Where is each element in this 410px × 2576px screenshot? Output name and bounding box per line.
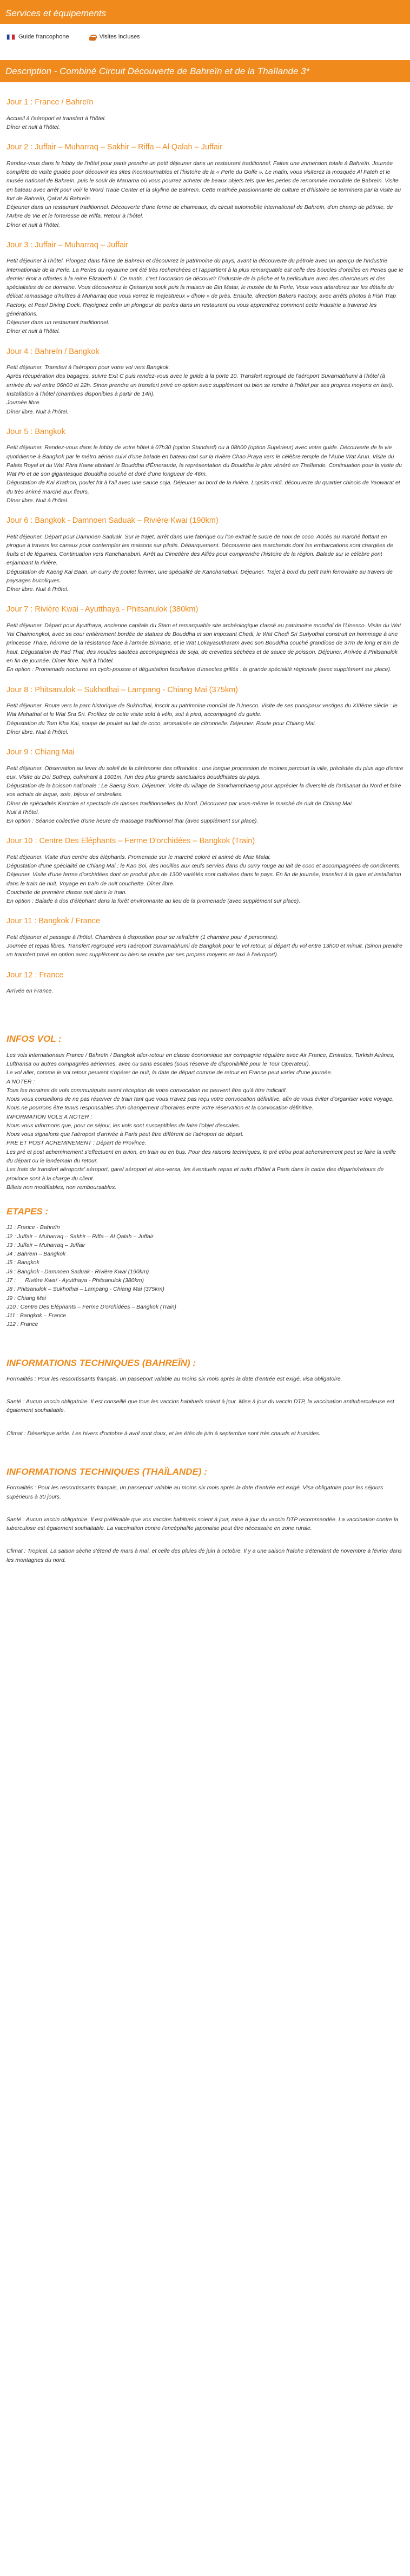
day-block [6,239,404,336]
service-guide [6,32,69,42]
services-header [0,0,410,24]
day-text: Petit déjeuner. Observation au lever du soleil de la cérémonie des offrandes : une longue procession de moines parcourt la ville, précédée du plus ago d'entre eux. Visite du Doi Suthep, culminant à 1601m, l'un des plus grands sanctuaires bouddhistes du pays. Dégustation de la boisson nationale : Le Saeng Som. Déjeuner. Visite du village de Sankhamphaeng pour apprécier la diversité de l'artisanat du Nord et faire vos achats de laque, soie, bijoux et ombrelles. Dîner de spécialités Kantoke et spectacle de danses traditionnelles du Nord. Découvrez par vous-même le marché de nuit de Chiang Mai. Nuit à l'hôtel. En option : Séance collective d'une heure de massage traditionnel thaï (avec supplément sur place). [6,765,404,825]
day-title: Jour 4 : Bahreïn / Bangkok [6,347,100,356]
tech-thai-title: INFORMATIONS TECHNIQUES (THAÏLANDE) : [6,1466,207,1477]
day-list [6,96,404,995]
day-title: Jour 12 : France [6,970,64,980]
day-text: Petit déjeuner. Visite d'un centre des éléphants. Promenade sur le marché coloré et animé de Mae Malai. Dégustation d'une spécialité de Chiang Mai : le Kao Soi, des nouilles aux œufs servies dans du curry rouge au lait de coco et accompagnées de condiments. Déjeuner. Visite d'une ferme d'orchidées dont on produit plus de 1300 variétés sont cultivées dans le pays. En fin de journée, transfert à la gare et installation dans le train de nuit. Voyage en train de nuit couchette. Dîner libre. Couchette de première classe nuit dans le train. En option : Balade à dos d'éléphant dans la forêt environnante au lieu de la promenade (avec supplément sur place). [6,853,401,905]
day-title: Jour 3 : Juffair – Muharraq – Juffair [6,240,129,249]
etape-item: J5 : Bangkok [6,1259,39,1266]
etape-item: J4 : Bahreïn – Bangkok [6,1251,66,1258]
description-title: Description - Combiné Circuit Découverte de Bahreïn et de la Thaïlande 3* [5,66,310,77]
description-header [0,60,410,82]
day-title: Jour 10 : Centre Des Eléphants – Ferme D'orchidées – Bangkok (Train) [6,837,255,846]
day-title: Jour 7 : Rivière Kwai - Ayutthaya - Phitsanulok (380km) [6,605,199,614]
day-text: Petit déjeuner à l'hôtel. Plongez dans l'âme de Bahreïn et découvrez le patrimoine du pays, avant la découverte du pétrole avec un aperçu de l'industrie internationale de la Perle. La Perles du royaume ont été très recherchées et l'appartient à la plus remarquable est celle des boucles d'oreilles en Perles que le dernier émir a offertes à la reine Elizabeth II. Ce matin, c'est l'occasion de découvrir l'industrie de la pêche et la perliculture avec des chercheurs et des spécialistes de ce domaine. Vous découvrirez le Qaisariya souk puis la maison de Bin Matar, le musée de la Perle. Vous vous attarderez sur les détails du délicat ramassage d'huîtres à Muharraq que vous verrez le majestueux « dhow » de près. Ensuite, direction Bakers Factory, avec arrêts photos à Fish Trap Factory, et Pearl Diving Dock. Rejoignez enfin un plongeur de perles dans un restaurant ou vous apprendrez comment cette industrie a traversé les générations. Déjeuner dans un restaurant traditionnel. Dîner et nuit à l'hôtel. [6,258,404,335]
flag-icon [6,34,15,40]
day-title: Jour 11 : Bangkok / France [6,917,101,926]
day-block [6,684,404,737]
tech-bahrein-formalites: Formalités : Pour les ressortissants français, un passeport valable au moins six mois après la date d'entrée est exigé, visa obligatoire. [6,1375,342,1382]
etape-item: J12 : France [6,1321,38,1328]
day-block [6,426,404,505]
infos-paragraph: Les vols internationaux France / Bahreïn / Bangkok aller-retour en classe économique sur compagnie régulière avec Air France, Emirates, Turkish Airlines, Lufthansa ou autres compagnies aériennes, avec ou sans escales (sous réserve de disponibilité pour le Tour Operateur). Le vol aller, comme le vol retour peuvent s'opérer de nuit, la date de départ comme de retour en France peut varier d'une journée. A NOTER : Tous les horaires de vols communiqués avant réception de votre convocation ne peuvent être qu'à titre indicatif. Nous vous conseillons de ne pas réserver de train tant que vous n'avez pas reçu votre convocation définitive, afin de vous éviter d'organiser votre voyage. Nous ne pourrons être tenus responsables d'un changement d'horaires entre votre réservation et la convocation définitive. INFORMATION VOLS A NOTER : Nous vous informons que, pour ce séjour, les vols sont susceptibles de faire l'objet d'escales. Nous vous signalons que l'aéroport d'arrivée à Paris peut être différent de l'aéroport de départ. PRE ET POST ACHEMINEMENT : Départ de Province. Les pré et post acheminement s'effectuent en avion, en train ou en bus. Pour des raisons techniques, le pré et/ou post acheminement peut se faire la veille du départ ou le lendemain du retour. Les frais de transfert aéroports' aéroport, gare/ aéroport et vice-versa, les éventuels repas et nuits d'hôtel à Paris dans le cadre des départs/retours de province sont à la charge du client. Billets non modifiables, non remboursables. [6,1052,396,1191]
etape-item: J11 : Bangkok – France [6,1312,67,1319]
day-block [6,141,404,229]
service-visits [89,32,140,42]
etape-item: J10 : Centre Des Éléphants – Ferme D'orchidées – Bangkok (Train) [6,1303,177,1310]
itinerary [0,96,410,1565]
day-text: Rendez-vous dans le lobby de l'hôtel pour partir prendre un petit déjeuner dans un restaurant traditionnel. Faites une immersion totale à Bahreïn. Journée complète de visite guidée pour découvrir les sites incontournables et l'histoire de la « Perle du Golfe ». Le matin, vous visiterez la mosquée Al Fateh et le musée national de Bahreïn, puis le souk de Manama où vous pourrez acheter de beaux objets tels que les perles de renommée mondiale de Bahreïn. Visite en bateau avec arrêt pour voir le Word Trade Center et la skyline de Bahreïn. Cette matinée passionnante de culture et d'histoire se terminera par la visite au fort de Bahreïn, Qal'at Al Bahreïn. Déjeuner dans un restaurant traditionnel. Découverte d'une ferme de chameaux, du circuit automobile international de Bahreïn, d'un champ de pétrole, de l'Arbre de Vie et le forteresse de Riffa. Retour à l'hôtel. Dîner et nuit à l'hôtel. [6,160,401,228]
etape-item: J2 : Juffair – Muharraq – Sakhir – Riffa – Al Qalah – Juffair [6,1233,154,1240]
etape-item: J9 : Chiang Mai [6,1294,46,1302]
etape-item: J3 : Juffair – Muharraq – Juffair [6,1241,85,1248]
day-block [6,96,404,132]
tech-thai-sante: Santé : Aucun vaccin obligatoire. Il est préférable que vos vaccins habituels soient à jour, mise à jour du vaccin DTP recommandée. La vaccination contre la tuberculose est également souhaitable. La vaccination contre l'encéphalite japonaise peut être nécessaire en zone rurale. [6,1516,399,1532]
day-text: Petit déjeuner. Route vers la parc historique de Sukhothai, inscrit au patrimoine mondial de l'Unesco. Visite de ses principaux vestiges du XIIIème siècle : le Wat Mahathat et le Wat Sra Sri. Profitez de cette visite sold à vélo, soit à pied, accompagné du guide. Dégustation du Tom Kha Kai, soupe de poulet au lait de coco, aromatisée de citronnelle. Déjeuner. Route pour Chiang Mai. Dîner libre. Nuit à l'hôtel. [6,702,398,735]
tech-thai-climat: Climat : Tropical. La saison sèche s'étend de mars à mai, et celle des pluies de juin à octobre. Il y a une saison fraîche s'étendant de novembre à février dans les montagnes du nord. [6,1548,402,1563]
day-title: Jour 8 : Phitsanulok – Sukhothai – Lampang - Chiang Mai (375km) [6,685,238,694]
tech-bahrein-climat: Climat : Désertique aride. Les hivers d'octobre à avril sont doux, et les étés de juin à septembre sont très chauds et humides. [6,1430,321,1437]
day-block [6,515,404,594]
day-title: Jour 1 : France / Bahreïn [6,98,94,107]
services-list [0,24,410,55]
day-block [6,746,404,825]
etape-item: J7 : Rivière Kwaï - Ayutthaya - Phitsanulok (380km) [6,1277,144,1284]
etapes-list [6,1223,404,1329]
etape-item: J6 : Bangkok - Damnoen Saduak - Rivière Kwai (190km) [6,1268,149,1275]
day-text: Petit déjeuner. Départ pour Ayutthaya, ancienne capitale du Siam et remarquable site archéologique classé au patrimoine mondial de l'Unesco. Visite du Wat Yai Chaimongkol, avec sa cour entièrement bordée de statues de Bouddha et son imposant Chedi, le Wat Chedi Sri Suriyothai construit en hommage à une princesse Thaïe, héroïne de la résistance face à l'armée Birmane, et le Wat Lokayasutharam avec son Bouddha couché grandiose de 37m de long et 8m de haut. Dégustation de Pad Thaï, des nouilles sautées accompagnées de soja, de crevettes séchées et de sauce de poisson. Déjeuner. Arrivée à Phitsanulok en fin de journée. Dîner libre. Nuit à l'hôtel. En option : Promenade nocturne en cyclo-pousse et dégustation facultative d'insectes grillés : la grande spécialité régionale (avec supplément sur place). [6,622,401,673]
tech-bahrein-sante: Santé : Aucun vaccin obligatoire. Il est conseillé que tous les vaccins habituels soient à jour. Mise à jour du vaccin DTP, la vaccination antituberculeuse est également souhaitable. [6,1398,394,1414]
day-title: Jour 9 : Chiang Mai [6,748,75,757]
day-text: Petit déjeuner et passage à l'hôtel. Chambres à disposition pour se rafraîchir (1 chambre pour 4 personnes). Journée et repas libres. Transfert regroupé vers l'aéroport Suvarnabhumi de Bangkok pour le vol retour, si départ du vol entre 13h00 et minuit. (Sinon prendre un transfert privé en option avec supplément ou bien se rendre par ses propres moyens en taxi à l'aéroport). [6,934,402,958]
day-text: Arrivée en France. [6,988,54,995]
service-visits-label: Visites incluses [99,34,140,40]
services-title: Services et équipements [5,8,107,18]
etape-item: J1 : France - Bahreïn [6,1224,60,1231]
day-title: Jour 5 : Bangkok [6,427,65,436]
day-block [6,915,404,959]
day-block [6,835,404,905]
service-guide-label: Guide francophone [18,34,69,40]
day-block [6,969,404,996]
tech-bahrein-title: INFORMATIONS TECHNIQUES (BAHREÏN) : [6,1357,196,1368]
tech-thai-formalites: Formalités : Pour les ressortissants français, un passeport valable au moins six mois après la date d'entrée est exigé. Visa obligatoire pour les séjours supérieurs à 30 jours. [6,1484,383,1500]
day-block [6,603,404,674]
infos-title: INFOS VOL : [6,1034,62,1044]
day-text: Accueil à l'aéroport et transfert à l'hôtel. Dîner et nuit à l'hôtel. [6,115,106,131]
day-text: Petit déjeuner. Transfert à l'aéroport pour votre vol vers Bangkok. Après récupération des bagages, suivre Exit C puis rendez-vous avec le guide à la porte 10. Transfert regroupé de l'aéroport Suvarnabhumi à l'hôtel (à arrivée du vol entre 06h00 et 22h. Sinon prendre un transfert privé en option avec supplément ou bien se rendre à l'hôtel par ses propres moyens en taxi). Installation à l'hôtel (chambres disponibles à partir de 14h). Journée libre. Dîner libre. Nuit à l'hôtel. [6,364,394,415]
tech-bahrein-block [6,1375,404,1438]
day-title: Jour 2 : Juffair – Muharraq – Sakhir – Riffa – Al Qalah – Juffair [6,143,222,152]
day-text: Petit déjeuner. Rendez-vous dans le lobby de votre hôtel à 07h30 (option Standard) ou à 08h00 (option Supérieur) avec votre guide. Découverte de la vie quotidienne à Bangkok par le métro aérien suivi d'une balade en bateau-taxi sur la rivière Chao Praya vers le célèbre temple de l'Aube Wat Arun. Visite du Palais Royal et du Wat Phra Kaew abritant le Bouddha d'Émeraude, la représentation du Bouddha le plus vénéré en Thaïlande. Continuation pour la visite du Wat Po et de son gigantesque Bouddha couché et doré d'une longueur de 46m. Dégustation de Kai Krathon, poulet frit à l'ail avec une sauce soja. Déjeuner au bord de la rivière. Lopsits-midi, découverte du quartier chinois de Yaowarat et du très animé marché aux fleurs. Dîner libre. Nuit à l'hôtel. [6,444,402,504]
etape-item: J8 : Phitsanulok – Sukhothai – Lampang - Chiang Mai (375km) [6,1286,164,1293]
infos-text [6,1051,404,1192]
etapes-title: ETAPES : [6,1206,49,1217]
tech-thai-block [6,1483,404,1565]
day-block [6,346,404,416]
day-title: Jour 6 : Bangkok - Damnoen Saduak – Rivière Kwai (190km) [6,516,219,525]
day-text: Petit déjeuner. Départ pour Damnoen Saduak. Sur le trajet, arrêt dans une fabrique ou l'on extrait le sucre de noix de coco. Accès au marché flottant en pirogue à travers les canaux pour contempler les maisons sur pilotis. Débarquement. Découverte des marchands dont les embarcations sont chargées de fruits et de légumes. Continuation vers Kanchanaburi. Arrêt au Cimetière des Alliés pour comprendre l'histoire de la région. Balade sur le célèbre pont enjambant la rivière. Dégustation de Kaeng Kai Baan, un curry de poulet fermier, une spécialité de Kanchanaburi. Déjeuner. Trajet à bord du petit train ferroviaire au travers de paysages bucoliques. Dîner libre. Nuit à l'hôtel. [6,533,393,593]
ticket-icon [89,34,96,41]
